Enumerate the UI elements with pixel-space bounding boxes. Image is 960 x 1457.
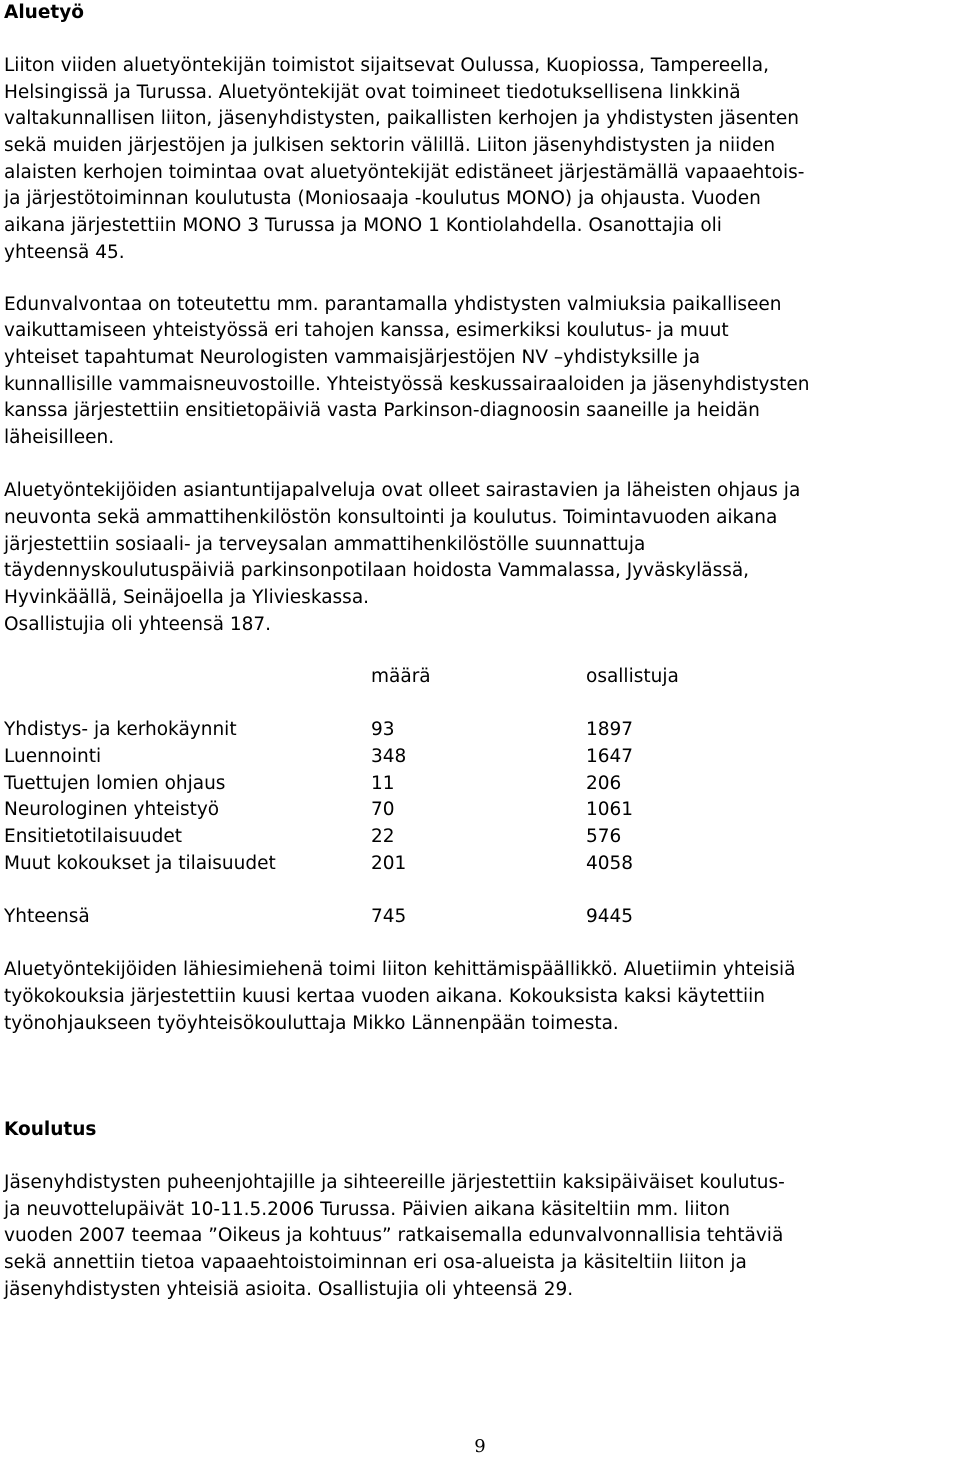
row-label: Tuettujen lomien ohjaus <box>4 773 226 794</box>
row-count: 70 <box>371 799 395 820</box>
paragraph-line: täydennyskoulutuspäiviä parkinsonpotilaan hoidosta Vammalassa, Jyväskylässä, <box>4 560 750 581</box>
paragraph-line: yhteensä 45. <box>4 242 125 263</box>
row-label: Luennointi <box>4 746 102 767</box>
total-label: Yhteensä <box>4 906 90 927</box>
paragraph-line: työkokouksia järjestettiin kuusi kertaa vuoden aikana. Kokouksista kaksi käytettiin <box>4 986 765 1007</box>
paragraph-line: Edunvalvontaa on toteutettu mm. parantamalla yhdistysten valmiuksia paikalliseen <box>4 294 782 315</box>
paragraph-line: kanssa järjestettiin ensitietopäiviä vasta Parkinson-diagnoosin saaneille ja heidän <box>4 400 760 421</box>
row-label: Yhdistys- ja kerhokäynnit <box>4 719 237 740</box>
paragraph-line: Liiton viiden aluetyöntekijän toimistot sijaitsevat Oulussa, Kuopiossa, Tampereella, <box>4 55 769 76</box>
paragraph-line: aikana järjestettiin MONO 3 Turussa ja MONO 1 Kontiolahdella. Osanottajia oli <box>4 215 722 236</box>
paragraph-line: ja järjestötoiminnan koulutusta (Moniosaaja -koulutus MONO) ja ohjausta. Vuoden <box>4 188 761 209</box>
row-label: Muut kokoukset ja tilaisuudet <box>4 853 276 874</box>
table-header-maara: määrä <box>371 666 431 687</box>
row-participants: 4058 <box>586 853 634 874</box>
row-participants: 1647 <box>586 746 634 767</box>
paragraph-line: yhteiset tapahtumat Neurologisten vammaisjärjestöjen NV –yhdistyksille ja <box>4 347 701 368</box>
table-header-osallistuja: osallistuja <box>586 666 679 687</box>
row-participants: 1897 <box>586 719 634 740</box>
paragraph-line: neuvonta sekä ammattihenkilöstön konsultointi ja koulutus. Toimintavuoden aikana <box>4 507 778 528</box>
paragraph-line: järjestettiin sosiaali- ja terveysalan ammattihenkilöstölle suunnattuja <box>4 534 646 555</box>
paragraph-line: alaisten kerhojen toimintaa ovat aluetyöntekijät edistäneet järjestämällä vapaaehtois- <box>4 162 805 183</box>
total-participants: 9445 <box>586 906 634 927</box>
page-number: 9 <box>474 1436 486 1457</box>
total-count: 745 <box>371 906 407 927</box>
row-count: 22 <box>371 826 395 847</box>
row-count: 93 <box>371 719 395 740</box>
paragraph-line: sekä annettiin tietoa vapaaehtoistoiminnan eri osa-alueista ja käsiteltiin liiton ja <box>4 1252 747 1273</box>
paragraph-line: valtakunnallisen liiton, jäsenyhdistysten, paikallisten kerhojen ja yhdistysten jäsenten <box>4 108 799 129</box>
row-participants: 1061 <box>586 799 634 820</box>
row-label: Neurologinen yhteistyö <box>4 799 220 820</box>
section-heading-aluetyo: Aluetyö <box>4 2 84 23</box>
paragraph-line: työnohjaukseen työyhteisökouluttaja Mikko Lännenpään toimesta. <box>4 1013 619 1034</box>
paragraph-line: Osallistujia oli yhteensä 187. <box>4 614 272 635</box>
paragraph-line: Aluetyöntekijöiden asiantuntijapalveluja ovat olleet sairastavien ja läheisten ohjaus ja <box>4 480 801 501</box>
paragraph-line: jäsenyhdistysten yhteisiä asioita. Osallistujia oli yhteensä 29. <box>4 1279 574 1300</box>
row-participants: 576 <box>586 826 622 847</box>
paragraph-line: Helsingissä ja Turussa. Aluetyöntekijät ovat toimineet tiedotuksellisena linkkinä <box>4 82 741 103</box>
section-heading-koulutus: Koulutus <box>4 1119 97 1140</box>
paragraph-line: Hyvinkäällä, Seinäjoella ja Ylivieskassa. <box>4 587 370 608</box>
paragraph-line: läheisilleen. <box>4 427 115 448</box>
paragraph-line: vaikuttamiseen yhteistyössä eri tahojen kanssa, esimerkiksi koulutus- ja muut <box>4 320 729 341</box>
row-count: 11 <box>371 773 395 794</box>
row-participants: 206 <box>586 773 622 794</box>
paragraph-line: sekä muiden järjestöjen ja julkisen sektorin välillä. Liiton jäsenyhdistysten ja niiden <box>4 135 776 156</box>
paragraph-line: kunnallisille vammaisneuvostoille. Yhteistyössä keskussairaaloiden ja jäsenyhdistysten <box>4 374 810 395</box>
paragraph-line: Jäsenyhdistysten puheenjohtajille ja sihteereille järjestettiin kaksipäiväiset koulutus- <box>4 1172 785 1193</box>
row-count: 201 <box>371 853 407 874</box>
paragraph-line: vuoden 2007 teemaa ”Oikeus ja kohtuus” ratkaisemalla edunvalvonnallisia tehtäviä <box>4 1225 784 1246</box>
paragraph-line: Aluetyöntekijöiden lähiesimiehenä toimi liiton kehittämispäällikkö. Aluetiimin yhteisiä <box>4 959 796 980</box>
row-label: Ensitietotilaisuudet <box>4 826 183 847</box>
paragraph-line: ja neuvottelupäivät 10-11.5.2006 Turussa. Päivien aikana käsiteltiin mm. liiton <box>4 1199 730 1220</box>
row-count: 348 <box>371 746 407 767</box>
